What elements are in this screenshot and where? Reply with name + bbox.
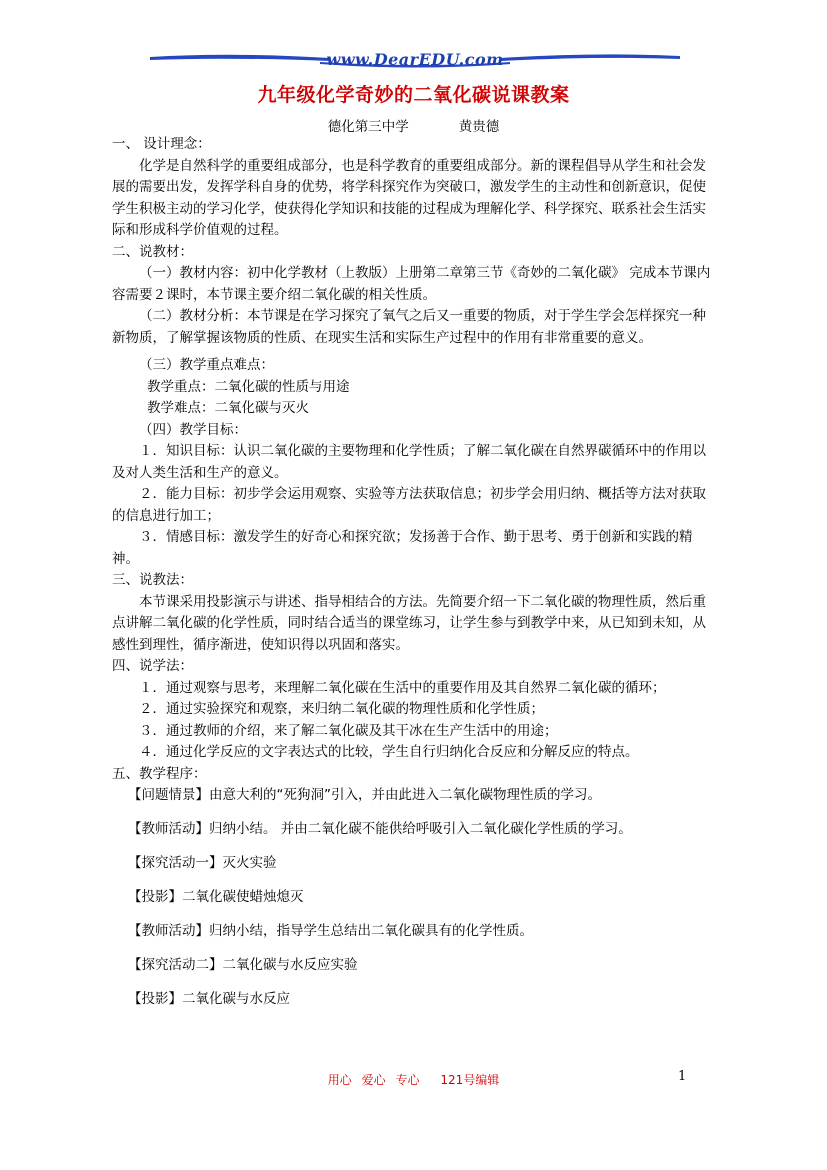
paragraph: （一）教材内容：初中化学教材（上教版）上册第二章第三节《奇妙的二氧化碳》 完成本节课内容需要２课时，本节课主要介绍二氧化碳的相关性质。 bbox=[112, 265, 711, 303]
author-school: 德化第三中学 bbox=[327, 119, 409, 135]
paragraph: 教学重点：二氧化碳的性质与用途 bbox=[147, 378, 350, 395]
section-heading-5: 五、教学程序： bbox=[112, 765, 207, 782]
section-heading-2: 二、说教材： bbox=[112, 243, 193, 260]
procedure-item: 【探究活动二】二氧化碳与水反应实验 bbox=[128, 957, 358, 973]
paragraph: ３．情感目标：激发学生的好奇心和探究欲；发扬善于合作、勤于思考、勇于创新和实践的精神。 bbox=[112, 529, 693, 567]
section-heading-1: 一、 设计理念： bbox=[112, 136, 211, 152]
document-body bbox=[112, 134, 716, 1011]
list-item: ３．通过教师的介绍，来了解二氧化碳及其干冰在生产生活中的用途； bbox=[139, 722, 558, 739]
paragraph: 化学是自然科学的重要组成部分，也是科学教育的重要组成部分。新的课程倡导从学生和社会发展的需要出发，发挥学科自身的优势，将学科探究作为突破口，激发学生的主动性和创新意识，促使学生积极主动的学习化学，使获得化学知识和技能的过程成为理解化学、科学探究、联系社会生活实际和形成科学价值观的过程。 bbox=[112, 157, 706, 238]
site-url[interactable]: www.DearEDU.com bbox=[326, 50, 504, 69]
procedure-item: 【问题情景】由意大利的“死狗洞”引入，并由此进入二氧化碳物理性质的学习。 bbox=[128, 787, 601, 803]
list-item: １．通过观察与思考，来理解二氧化碳在生活中的重要作用及其自然界二氧化碳的循环； bbox=[139, 679, 666, 696]
procedure-item: 【教师活动】归纳小结，指导学生总结出二氧化碳具有的化学性质。 bbox=[128, 923, 533, 939]
paragraph: ２．能力目标：初步学会运用观察、实验等方法获取信息；初步学会用归纳、概括等方法对获取的信息进行加工； bbox=[112, 486, 706, 524]
footer-word: 用心 bbox=[327, 1073, 352, 1087]
paragraph: １．知识目标：认识二氧化碳的主要物理和化学性质；了解二氧化碳在自然界碳循环中的作用以及对人类生活和生产的意义。 bbox=[112, 443, 706, 481]
author-name: 黄贵德 bbox=[458, 119, 500, 135]
section-heading-3: 三、说教法： bbox=[112, 572, 193, 588]
document-title: 九年级化学奇妙的二氧化碳说课教案 bbox=[257, 84, 570, 106]
page-footer bbox=[0, 1071, 827, 1088]
page-number: 1 bbox=[678, 1069, 687, 1084]
procedure-item: 【教师活动】归纳小结。 并由二氧化碳不能供给呼吸引入二氧化碳化学性质的学习。 bbox=[128, 821, 632, 837]
procedure-item: 【投影】二氧化碳与水反应 bbox=[128, 991, 290, 1007]
procedure-item: 【投影】二氧化碳使蜡烛熄灭 bbox=[128, 889, 304, 905]
author-line bbox=[0, 115, 827, 135]
section-heading-4: 四、说学法： bbox=[112, 658, 193, 674]
paragraph: （四）教学目标： bbox=[139, 421, 247, 438]
list-item: ２．通过实验探究和观察，来归纳二氧化碳的物理性质和化学性质； bbox=[139, 701, 544, 717]
procedure-item: 【探究活动一】灭火实验 bbox=[128, 855, 277, 871]
footer-editor: 121号编辑 bbox=[440, 1073, 500, 1087]
paragraph: （二）教材分析：本节课是在学习探究了氧气之后又一重要的物质，对于学生学会怎样探究一种新物质，了解掌握该物质的性质、在现实生活和实际生产过程中的作用有非常重要的意义。 bbox=[112, 308, 706, 346]
list-item: ４．通过化学反应的文字表达式的比较，学生自行归纳化合反应和分解反应的特点。 bbox=[139, 744, 639, 760]
site-header bbox=[150, 48, 680, 78]
footer-word: 爱心 bbox=[361, 1073, 386, 1087]
footer-word: 专心 bbox=[395, 1073, 420, 1087]
paragraph: 教学难点：二氧化碳与灭火 bbox=[147, 400, 309, 416]
paragraph: 本节课采用投影演示与讲述、指导相结合的方法。先简要介绍一下二氧化碳的物理性质，然后重点讲解二氧化碳的化学性质，同时结合适当的课堂练习，让学生参与到教学中来，从已知到未知，从感性到理性，循序渐进，使知识得以巩固和落实。 bbox=[112, 593, 706, 653]
paragraph: （三）教学重点难点： bbox=[139, 357, 274, 373]
